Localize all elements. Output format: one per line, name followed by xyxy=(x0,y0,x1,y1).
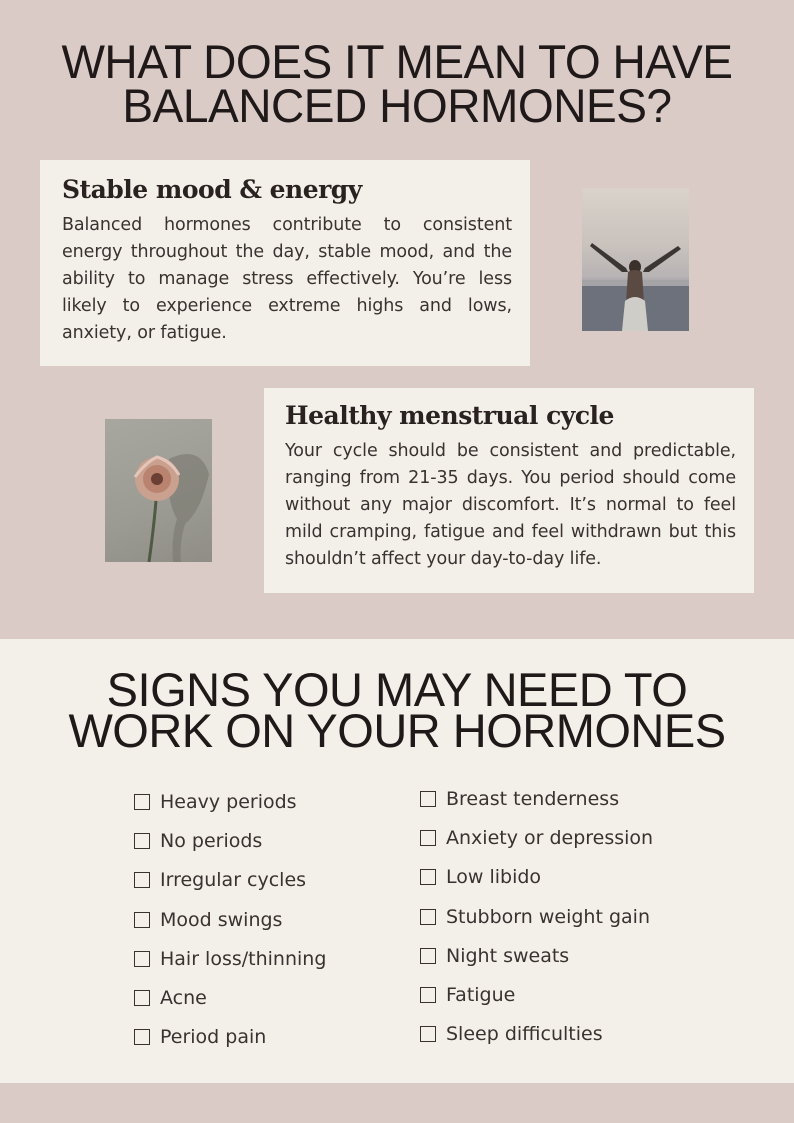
checklist-item-label: Anxiety or depression xyxy=(446,826,654,849)
card-body: Your cycle should be consistent and predictable, ranging from 21-35 days. You period should come without any major discomfort. It’s normal to feel mild cramping, fatigue and feel withdrawn but this shouldn’t affect your day-to-day life. xyxy=(285,441,736,569)
checklist-item xyxy=(420,975,653,1014)
checklist-item xyxy=(420,818,653,857)
signs-title-line-1: SIGNS YOU MAY NEED TO xyxy=(106,663,688,716)
checklist-item xyxy=(134,821,326,860)
checklist-item xyxy=(134,861,326,900)
checkbox[interactable] xyxy=(420,869,436,885)
card-healthy-cycle xyxy=(264,388,754,593)
checkbox[interactable] xyxy=(420,987,436,1003)
page-title xyxy=(8,35,786,132)
checkbox[interactable] xyxy=(134,990,150,1006)
checklist-item-label: Hair loss/thinning xyxy=(160,947,327,970)
checkbox[interactable] xyxy=(420,909,436,925)
checklist-item xyxy=(134,782,326,821)
card-title: Healthy menstrual cycle xyxy=(285,401,614,430)
checklist-item-label: Night sweats xyxy=(446,944,570,967)
checkbox[interactable] xyxy=(420,830,436,846)
woman-at-sea-photo xyxy=(582,188,689,331)
checkbox[interactable] xyxy=(420,791,436,807)
checklist-item-label: Acne xyxy=(160,987,207,1010)
flower-illustration xyxy=(105,419,212,562)
checklist-item-label: Irregular cycles xyxy=(160,869,307,892)
card-stable-mood xyxy=(40,160,530,366)
checklist-item-label: Heavy periods xyxy=(160,790,297,813)
checklist-item xyxy=(134,939,326,978)
flower-photo xyxy=(105,419,212,562)
checkbox[interactable] xyxy=(134,833,150,849)
checklist-item xyxy=(420,779,653,818)
signs-checklist-right xyxy=(420,779,653,1054)
woman-figure-illustration xyxy=(582,188,689,331)
signs-checklist-left xyxy=(134,782,326,1057)
checkbox[interactable] xyxy=(134,1029,150,1045)
card-body: Balanced hormones contribute to consistent energy throughout the day, stable mood, and the ability to manage stress effectively. You’re less likely to experience extreme highs and lows, anxiety, or fatigue. xyxy=(62,215,512,343)
checklist-item-label: Fatigue xyxy=(446,984,516,1007)
checklist-item xyxy=(134,900,326,939)
checkbox[interactable] xyxy=(420,948,436,964)
signs-title xyxy=(0,663,794,757)
checklist-item-label: Breast tenderness xyxy=(446,787,620,810)
checkbox[interactable] xyxy=(420,1026,436,1042)
checklist-item xyxy=(134,1018,326,1057)
checklist-item xyxy=(420,897,653,936)
checkbox[interactable] xyxy=(134,794,150,810)
checkbox[interactable] xyxy=(134,872,150,888)
checklist-item xyxy=(420,858,653,897)
checklist-item-label: Sleep difficulties xyxy=(446,1023,603,1046)
signs-title-line-2: WORK ON YOUR HORMONES xyxy=(68,704,726,757)
page-title-line-2: BALANCED HORMONES? xyxy=(122,79,672,132)
checkbox[interactable] xyxy=(134,951,150,967)
card-title: Stable mood & energy xyxy=(62,175,362,204)
checklist-item-label: Stubborn weight gain xyxy=(446,905,650,928)
checkbox[interactable] xyxy=(134,912,150,928)
checklist-item-label: Mood swings xyxy=(160,908,283,931)
page-title-line-1: WHAT DOES IT MEAN TO HAVE xyxy=(61,35,733,88)
checklist-item-label: Period pain xyxy=(160,1026,267,1049)
checklist-item-label: Low libido xyxy=(446,866,542,889)
checklist-item-label: No periods xyxy=(160,829,263,852)
checklist-item xyxy=(420,1015,653,1054)
checklist-item xyxy=(420,936,653,975)
checklist-item xyxy=(134,978,326,1017)
